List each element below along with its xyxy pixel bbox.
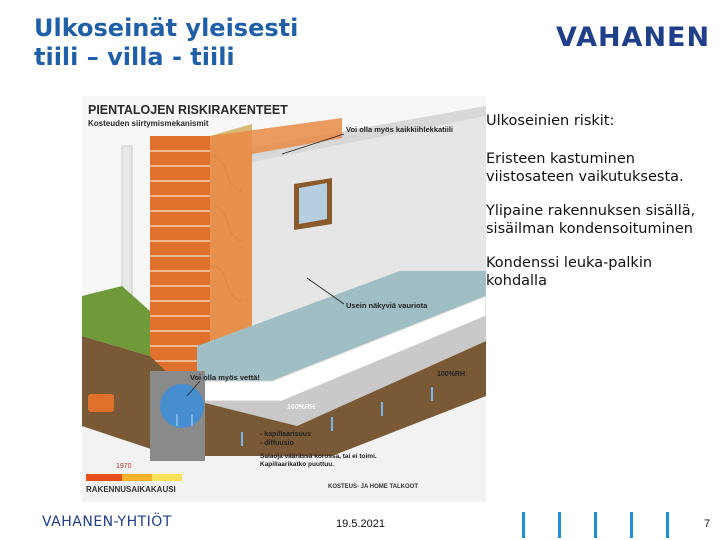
figure-heading: PIENTALOJEN RISKIRAKENTEET bbox=[88, 103, 288, 117]
risk-item: Kondenssi leuka-palkin kohdalla bbox=[486, 255, 653, 289]
drain-note: Salaoja väärässä korossa, tai ei toimi. Kapillaarikatko puuttuu. bbox=[260, 453, 377, 468]
annotation-water: Voi olla myös vettä! bbox=[190, 373, 260, 382]
rh-label-right: 100%RH bbox=[437, 371, 466, 378]
risk-list bbox=[486, 112, 711, 306]
slide-title-line-2: tiili – villa - tiili bbox=[34, 43, 235, 71]
figure-subheading: Kosteuden siirtymismekanismit bbox=[88, 119, 209, 128]
bullets-label: - kapillaarisuus - diffuusio bbox=[260, 431, 311, 447]
risk-list-heading: Ulkoseinien riskit: bbox=[486, 113, 615, 129]
annotation-damage: Usein näkyviä vauriota bbox=[346, 301, 428, 310]
rh-label-left: 100%RH bbox=[287, 404, 316, 411]
year-label: 1970 bbox=[116, 463, 132, 470]
footer-company-logo: VAHANEN-YHTIÖT bbox=[42, 514, 172, 530]
annotation-capillary: Voi olla myös kaikkiihlekkatiili bbox=[346, 125, 453, 134]
era-label: RAKENNUSAIKAKAUSI bbox=[86, 485, 176, 494]
footer-date: 19.5.2021 bbox=[336, 518, 385, 530]
vahanen-logo: VAHANEN bbox=[556, 22, 711, 53]
wall-cross-section-illustration bbox=[82, 96, 486, 502]
risk-item: Ylipaine rakennuksen sisällä, sisäilman kondensoituminen bbox=[486, 203, 696, 237]
page-number: 7 bbox=[704, 518, 711, 530]
risk-item: Eristeen kastuminen viistosateen vaikutuksesta. bbox=[486, 151, 684, 185]
slide-title-line-1: Ulkoseinät yleisesti bbox=[34, 14, 299, 42]
slide-title bbox=[34, 14, 364, 72]
talkoot-badge: KOSTEUS- JA HOME TALKOOT bbox=[328, 484, 418, 490]
